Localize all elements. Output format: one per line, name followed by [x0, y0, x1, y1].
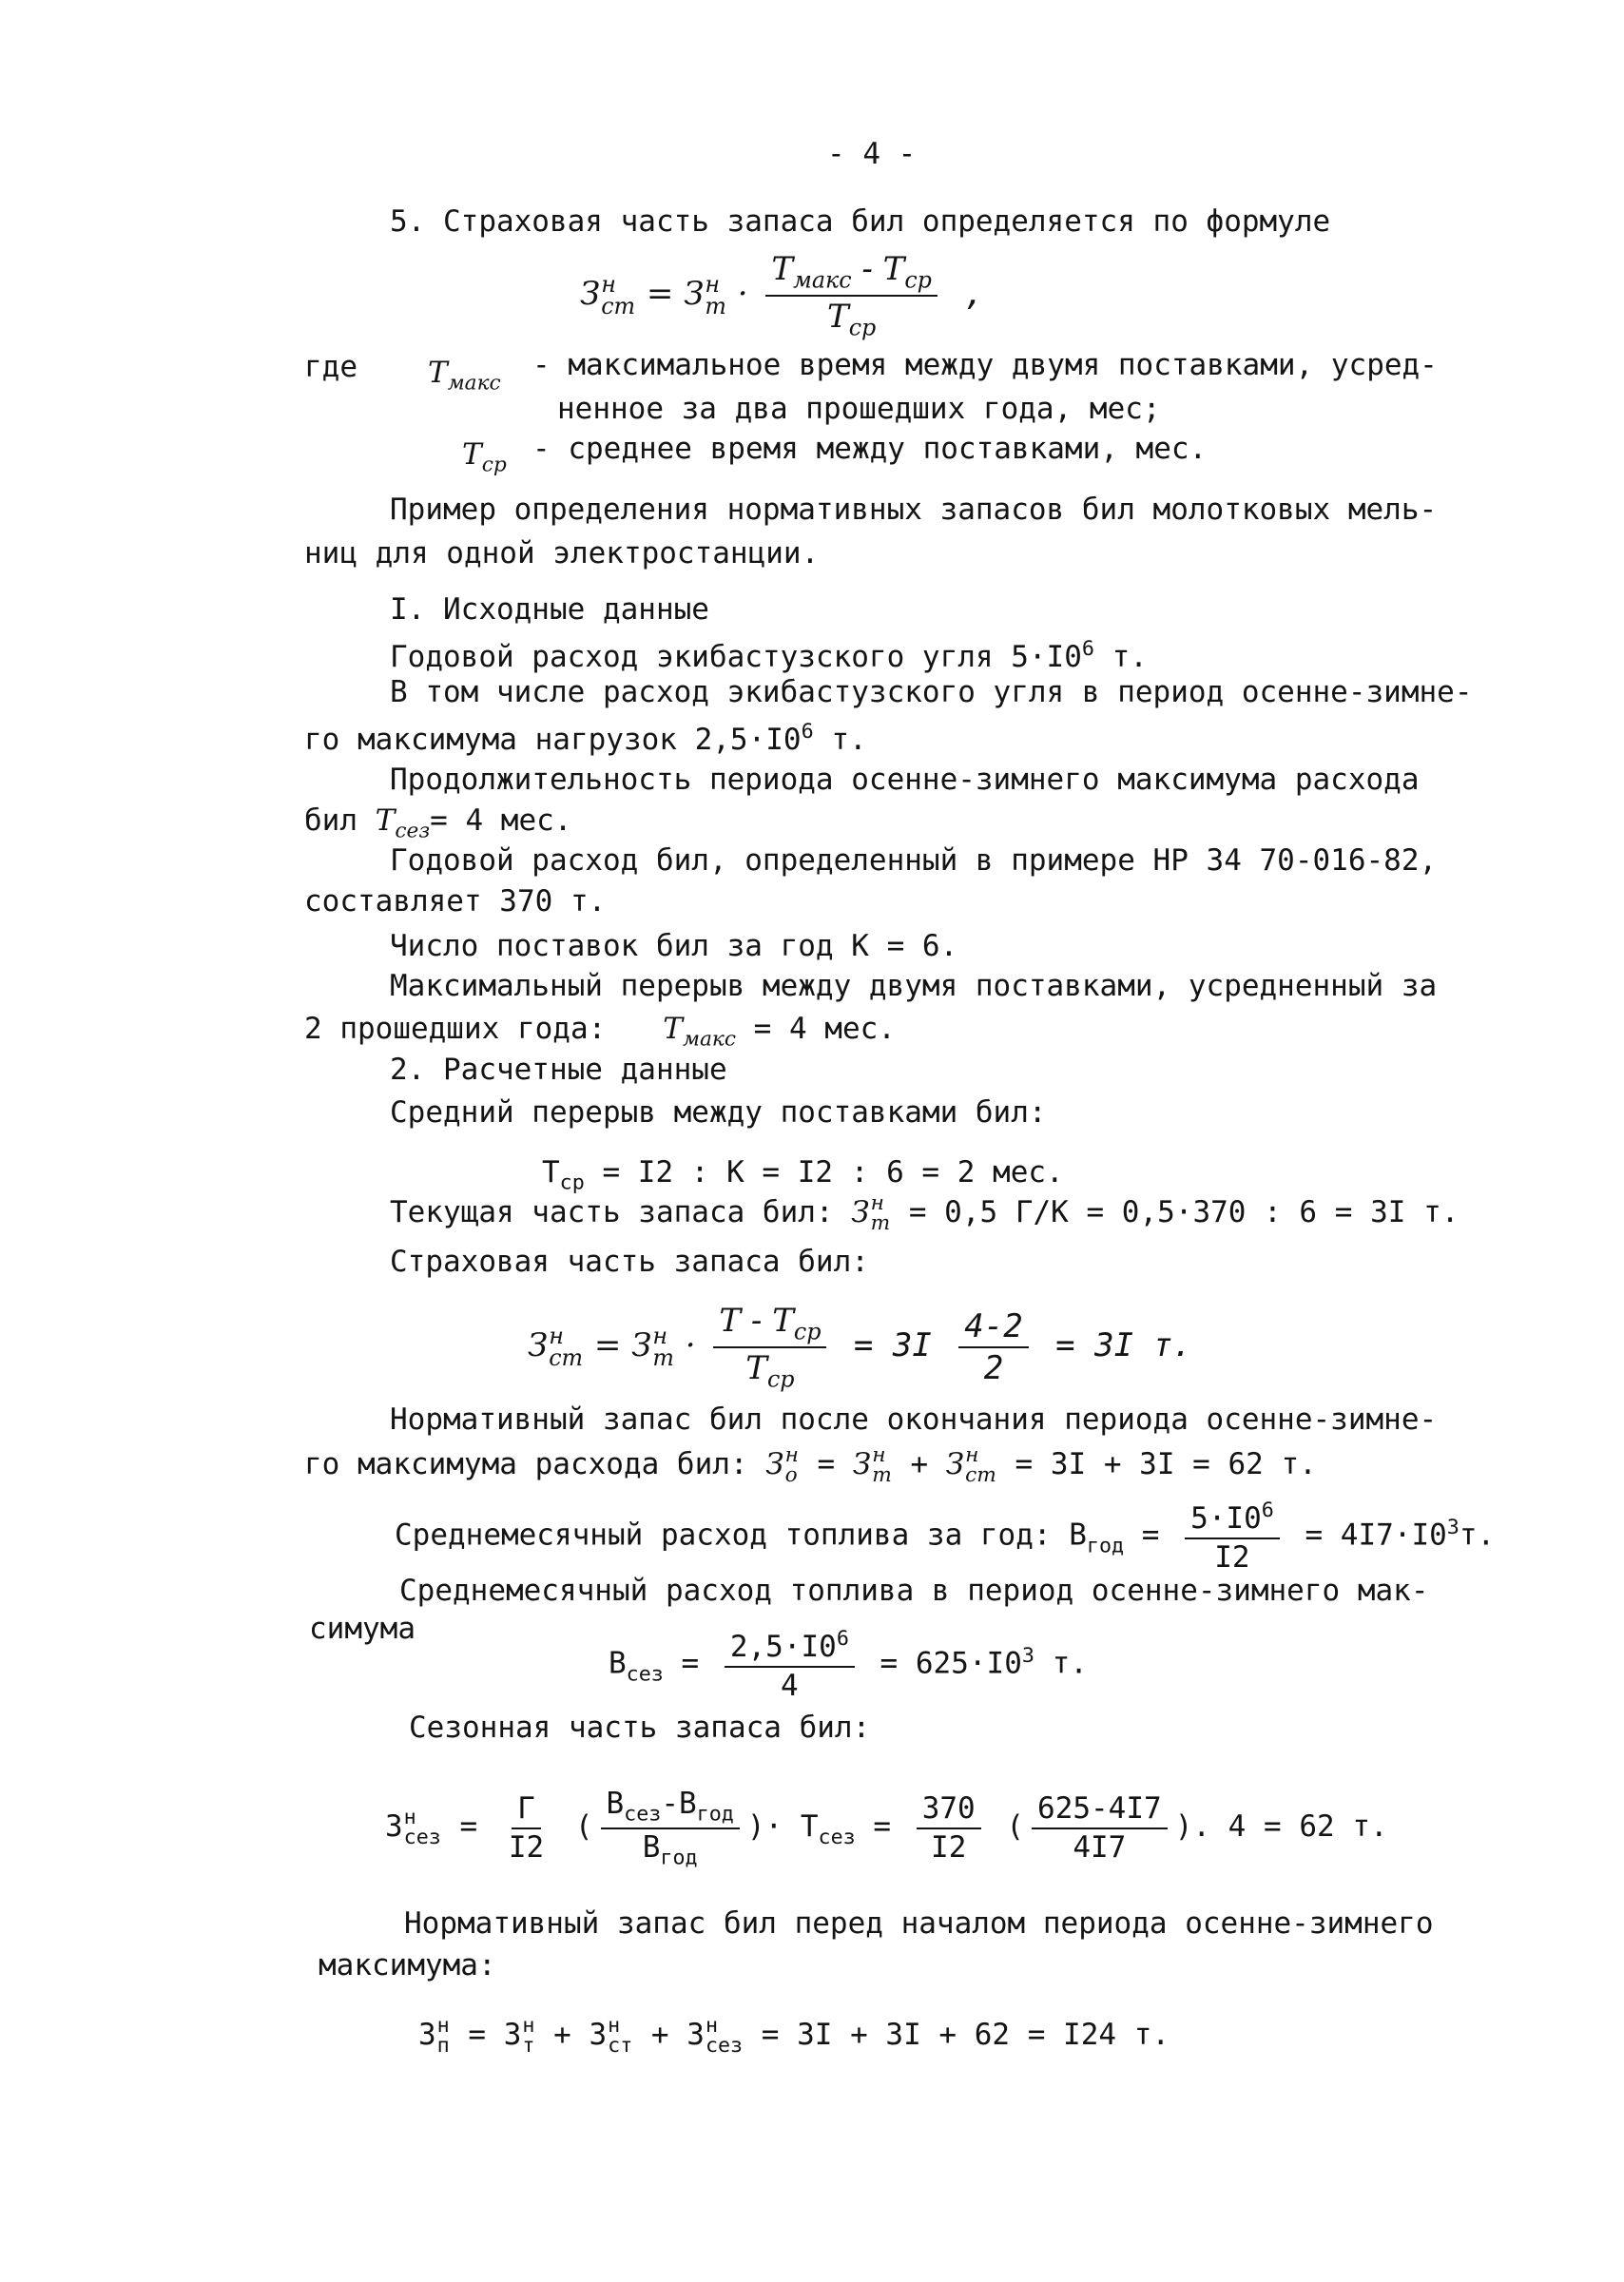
- monthly-annual: Среднемесячный расход топлива за год: $В_{год}$ = $\frac{5\cdot I0^6}{I2}$ = $4I7\cdot I0^3т$.: [395, 1499, 1496, 1575]
- section-2-heading: 2. Расчетные данные: [390, 1053, 727, 1087]
- monthly-season-2: симума: [309, 1612, 416, 1646]
- formula-seasonal-stock: З н сез = $\frac{Г}{I2}$ ( $\frac{В_{сез}-В_{год}}{В_{год}}$ )· $Т_{сез}$ = $\frac{370}{I2}$ ( $\frac{625-4I7}{4I7}$ ). 4 = 62 т.: [385, 1787, 1388, 1870]
- formula-insurance: З н ст = З н т · $\frac{Т_{макс} - Т_{ср}}{Т_{ср}}$ ,: [580, 250, 984, 341]
- max-gap-1: Максимальный перерыв между двумя поставками, усредненный за: [390, 969, 1438, 1003]
- current-stock: Текущая часть запаса бил: З н т = 0,5 Г/К = 0,5·370 : 6 = 3I т.: [390, 1190, 1460, 1235]
- avg-gap-formula: $Т_{ср} = I2$ : К = I2 : 6 = 2 мес.: [542, 1155, 1064, 1195]
- tmax-description-2: ненное за два прошедших года, мес;: [557, 392, 1161, 426]
- duration-2: бил $Т_{сез}= 4$ мес.: [304, 803, 572, 843]
- symbol-tmax: $Т_{макс}$: [428, 356, 501, 396]
- seasonal-coal-1: В том числе расход экибастузского угля в период осенне-зимне-: [390, 675, 1473, 709]
- tsr-description: - среднее время между поставками, мес.: [532, 432, 1208, 466]
- formula-season-rate: $В_{сез}$ = $\frac{2,5\cdot I0^6}{4}$ = $625\cdot I0^3$ т.: [609, 1627, 1088, 1703]
- insurance-stock-label: Страховая часть запаса бил:: [390, 1245, 869, 1279]
- normative-after-1: Нормативный запас бил после окончания периода осенне-зимне-: [390, 1402, 1438, 1437]
- max-gap-2: 2 прошедших года: $Т_{макс} = 4$ мес.: [304, 1012, 896, 1052]
- where-label: где: [304, 350, 358, 384]
- duration-1: Продолжительность периода осенне-зимнего максимума расхода: [390, 763, 1420, 797]
- page-number: - 4 -: [827, 137, 917, 171]
- symbol-tsr: $Т_{ср}$: [462, 437, 507, 477]
- normative-before-2: максимума:: [319, 1948, 496, 1982]
- monthly-season-1: Среднемесячный расход топлива в период осенне-зимнего мак-: [399, 1574, 1429, 1608]
- seasonal-coal-2: го максимума нагрузок $2,5\cdot I0^6$ т.: [304, 720, 867, 757]
- formula-final-stock: З н п = З н т + З н ст + З н сез = 3I + 3I + 62 = I24 т.: [418, 2013, 1170, 2058]
- annual-bits-2: составляет 370 т.: [304, 884, 607, 919]
- example-title-2: ниц для одной электростанции.: [304, 536, 820, 570]
- normative-before-1: Нормативный запас бил перед началом периода осенне-зимнего: [404, 1906, 1434, 1941]
- tmax-description-1: - максимальное время между двумя поставками, усред-: [532, 348, 1438, 382]
- section-1-heading: I. Исходные данные: [390, 592, 709, 627]
- example-title-1: Пример определения нормативных запасов бил молотковых мель-: [390, 493, 1438, 527]
- deliveries: Число поставок бил за год К = 6.: [390, 929, 958, 963]
- seasonal-stock-label: Сезонная часть запаса бил:: [409, 1711, 871, 1745]
- avg-gap-label: Средний перерыв между поставками бил:: [390, 1095, 1047, 1130]
- annual-coal: Годовой расход экибастузского угля $5\cdot I0^6$ т.: [390, 637, 1148, 674]
- normative-after-2: го максимума расхода бил: З н о = З н т + З н ст = 3I + 3I = 62 т.: [304, 1442, 1317, 1487]
- annual-bits-1: Годовой расход бил, определенный в примере НР 34 70-016-82,: [390, 843, 1438, 878]
- formula-insurance-calc: З н ст = З н т · $\frac{Т - Т_{ср}}{Т_{ср}}$ = 3I $\frac{4-2}{2}$ = 3I т.: [528, 1302, 1192, 1393]
- paragraph-insurance-intro: 5. Страховая часть запаса бил определяется по формуле: [390, 204, 1331, 239]
